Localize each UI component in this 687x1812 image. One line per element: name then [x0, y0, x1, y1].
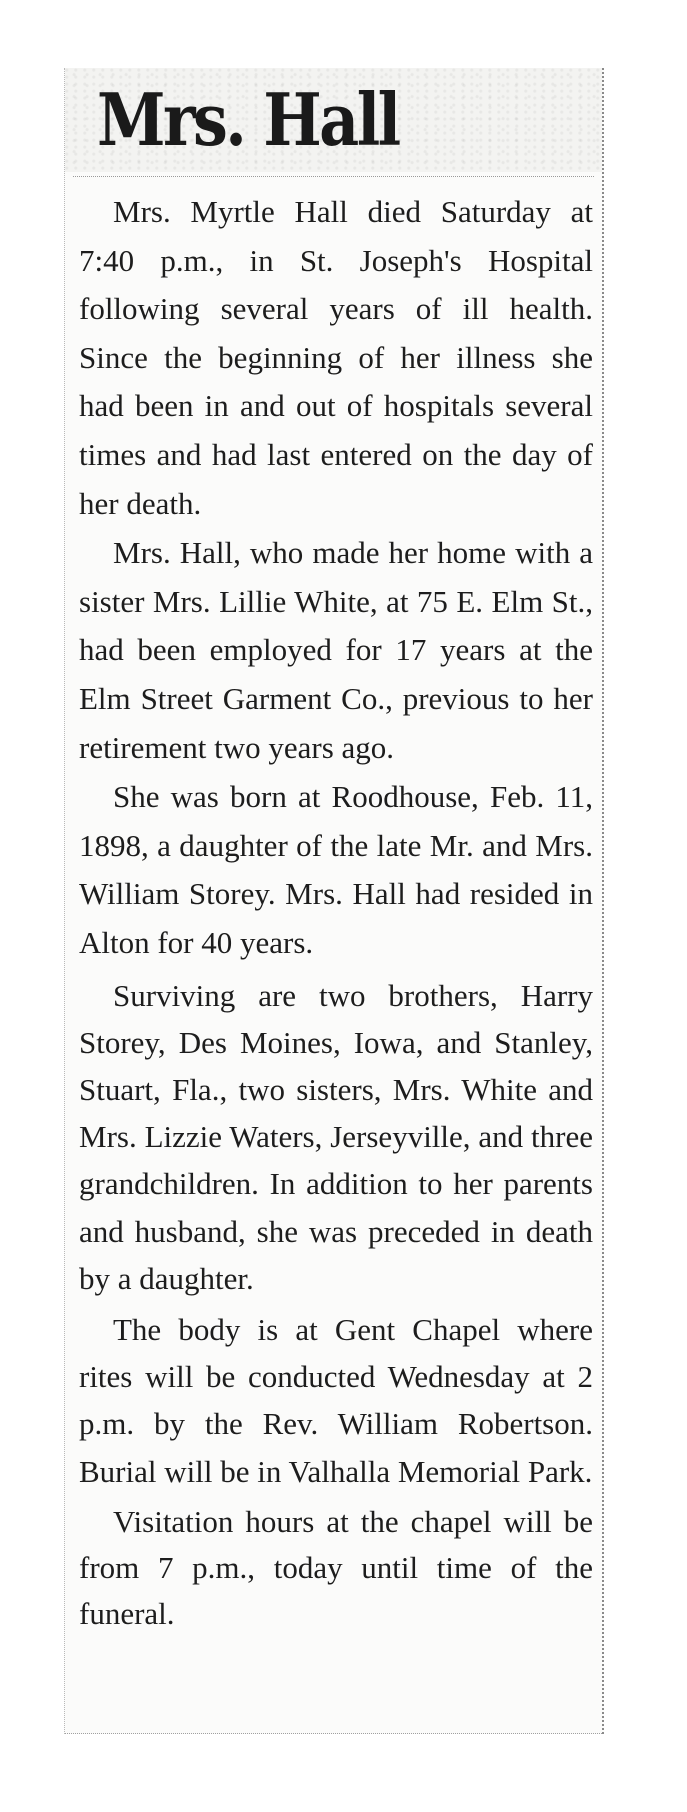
newspaper-clipping: [64, 68, 604, 1734]
headline-rule: [73, 176, 594, 177]
obituary-headline: Mrs. Hall: [97, 77, 399, 162]
paragraph-birth: She was born at Roodhouse, Feb. 11, 1898, a daughter of the late Mr. and Mrs. William Storey. Mrs. Hall had resided in Alton for 40 years.: [79, 779, 593, 960]
paragraph-death-notice: Mrs. Myrtle Hall died Saturday at 7:40 p.m., in St. Joseph's Hospital following several years of ill health. Since the beginning of her illness she had been in and out of hospitals several times and had last entered on the day of her death.: [79, 194, 593, 521]
paragraph-funeral-rites: The body is at Gent Chapel where rites will be conducted Wednesday at 2 p.m. by the Rev. William Robertson. Burial will be in Valhalla Memorial Park.: [79, 1311, 593, 1489]
paragraph-visitation: Visitation hours at the chapel will be from 7 p.m., today until time of the funeral.: [79, 1503, 593, 1631]
paragraph-employment: Mrs. Hall, who made her home with a sister Mrs. Lillie White, at 75 E. Elm St., had been employed for 17 years at the Elm Street Garment Co., previous to her retirement two years ago.: [79, 535, 593, 765]
obituary-body: [79, 188, 593, 1638]
paragraph-survivors: Surviving are two brothers, Harry Storey, Des Moines, Iowa, and Stanley, Stuart, Fla., two sisters, Mrs. White and Mrs. Lizzie Waters, Jerseyville, and three grandchildren. In addition to her parents and husband, she was preceded in death by a daughter.: [79, 977, 593, 1296]
clipping-bottom-edge: [65, 1733, 602, 1734]
